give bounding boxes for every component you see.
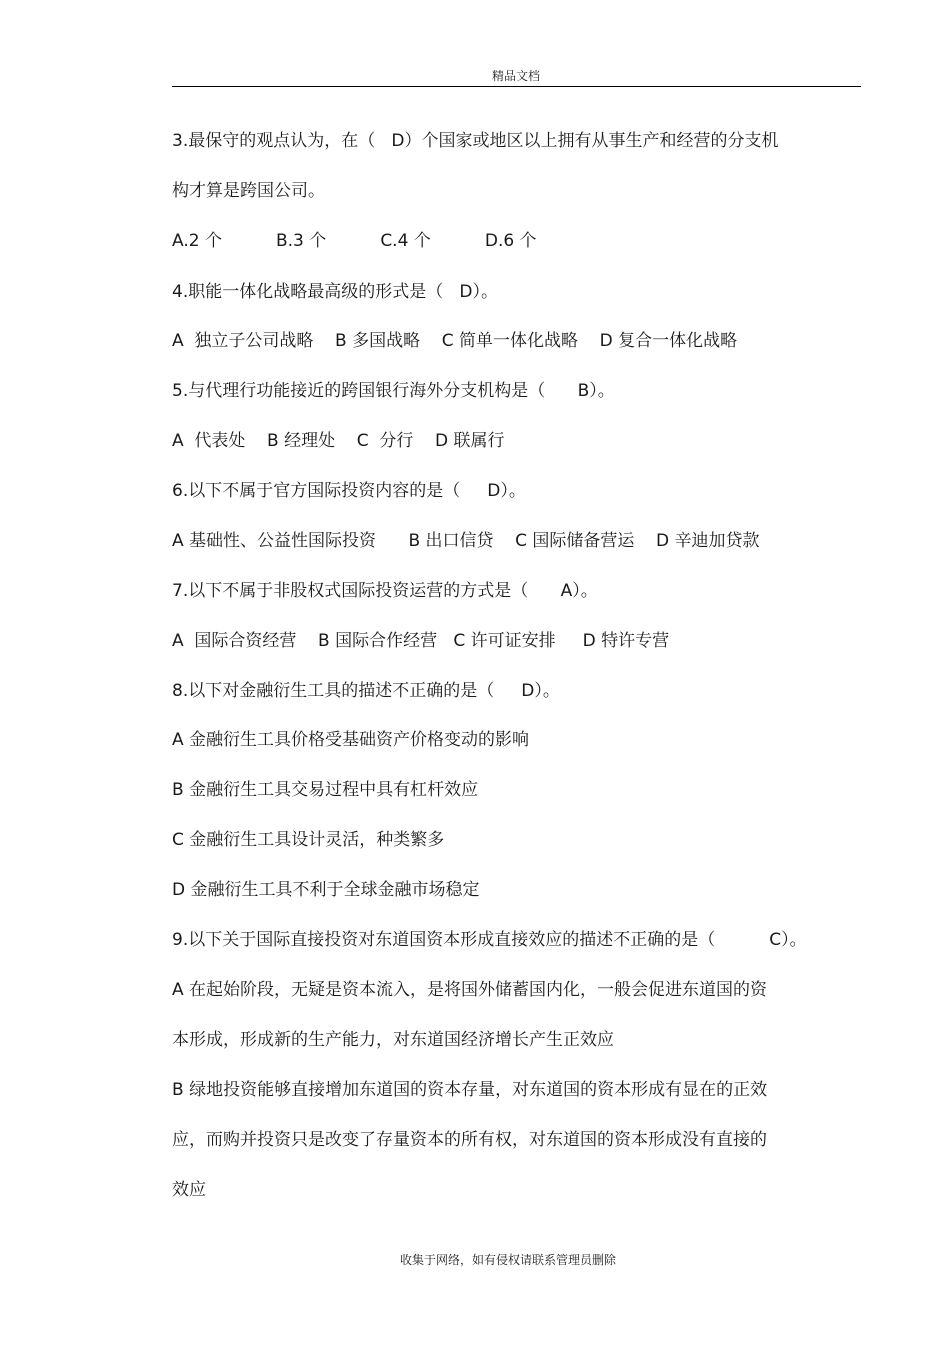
question-4-options: A 独立子公司战略 B 多国战略 C 简单一体化战略 D 复合一体化战略 — [172, 331, 738, 351]
question-7-options: A 国际合资经营 B 国际合作经营 C 许可证安排 D 特许专营 — [172, 631, 670, 651]
question-9-option-b-line-2: 应，而购并投资只是改变了存量资本的所有权，对东道国的资本形成没有直接的 — [172, 1130, 767, 1150]
question-5-options: A 代表处 B 经理处 C 分行 D 联属行 — [172, 431, 505, 451]
question-3-options: A.2 个 B.3 个 C.4 个 D.6 个 — [172, 231, 537, 251]
question-9: 9.以下关于国际直接投资对东道国资本形成直接效应的描述不正确的是（ C）。 — [172, 930, 807, 950]
question-3-line-2: 构才算是跨国公司。 — [172, 181, 325, 201]
question-6: 6.以下不属于官方国际投资内容的是（ D）。 — [172, 481, 526, 501]
question-5: 5.与代理行功能接近的跨国银行海外分支机构是（ B）。 — [172, 381, 615, 401]
question-6-options: A 基础性、公益性国际投资 B 出口信贷 C 国际储备营运 D 辛迪加贷款 — [172, 531, 760, 551]
question-9-option-b-line-3: 效应 — [172, 1180, 206, 1200]
page-header-title: 精品文档 — [491, 69, 540, 83]
question-8: 8.以下对金融衍生工具的描述不正确的是（ D）。 — [172, 681, 560, 701]
header-divider — [172, 86, 861, 87]
question-8-option-a: A 金融衍生工具价格受基础资产价格变动的影响 — [172, 730, 530, 750]
question-8-option-d: D 金融衍生工具不利于全球金融市场稳定 — [172, 880, 480, 900]
question-8-option-c: C 金融衍生工具设计灵活，种类繁多 — [172, 830, 445, 850]
question-3-line-1: 3.最保守的观点认为，在（ D）个国家或地区以上拥有从事生产和经营的分支机 — [172, 131, 779, 151]
question-8-option-b: B 金融衍生工具交易过程中具有杠杆效应 — [172, 780, 479, 800]
question-9-option-a-line-1: A 在起始阶段，无疑是资本流入，是将国外储蓄国内化，一般会促进东道国的资 — [172, 980, 768, 1000]
question-4: 4.职能一体化战略最高级的形式是（ D）。 — [172, 282, 499, 302]
page-footer-note: 收集于网络，如有侵权请联系管理员删除 — [400, 1253, 617, 1267]
question-9-option-a-line-2: 本形成，形成新的生产能力，对东道国经济增长产生正效应 — [172, 1030, 614, 1050]
question-9-option-b-line-1: B 绿地投资能够直接增加东道国的资本存量，对东道国的资本形成有显在的正效 — [172, 1080, 768, 1100]
question-7: 7.以下不属于非股权式国际投资运营的方式是（ A）。 — [172, 581, 598, 601]
